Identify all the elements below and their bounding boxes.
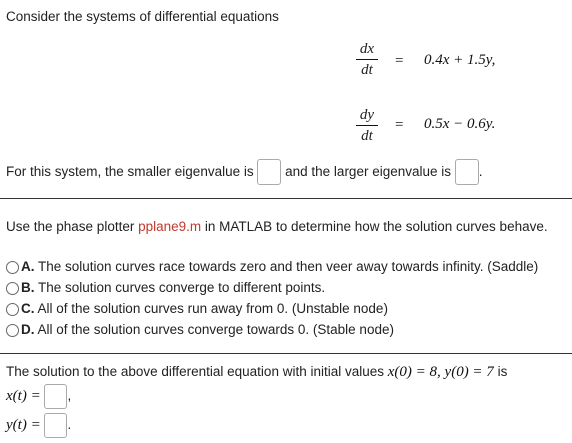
equals-sign: = (395, 53, 404, 69)
option-d-radio[interactable] (6, 324, 19, 337)
option-letter: B. (21, 280, 35, 295)
eigen-prefix: For this system, the smaller eigenvalue is (6, 164, 254, 179)
fraction-denominator: dt (361, 62, 373, 78)
solution-prefix: The solution to the above differential equation with initial values (6, 364, 384, 379)
phase-prefix: Use the phase plotter (6, 219, 135, 234)
eigen-middle: and the larger eigenvalue is (285, 164, 452, 179)
solution-suffix: is (497, 364, 508, 379)
fraction-bar (356, 59, 378, 60)
phase-suffix: in MATLAB to determine how the solution curves behave. (204, 219, 548, 234)
option-letter: C. (21, 301, 35, 316)
fraction-numerator: dy (359, 107, 375, 123)
option-b-label[interactable] (21, 280, 325, 295)
x-of-t-label: x(t) = (6, 388, 41, 404)
initial-conditions: x(0) = 8, y(0) = 7 (387, 364, 494, 380)
eq2-rhs: 0.5x − 0.6y. (424, 116, 496, 132)
eigenvalue-line (6, 158, 483, 186)
eigen-suffix: . (478, 164, 483, 179)
y-solution-input[interactable] (44, 413, 67, 438)
option-c-label[interactable] (21, 301, 388, 316)
section-divider (0, 353, 572, 354)
y-of-t-label: y(t) = (6, 417, 41, 433)
option-letter: A. (21, 259, 35, 274)
eq1-rhs: 0.4x + 1.5y, (424, 52, 496, 68)
option-a-radio[interactable] (6, 261, 19, 274)
fraction-denominator: dt (361, 128, 373, 144)
option-c-radio[interactable] (6, 303, 19, 316)
option-d-label[interactable] (21, 322, 394, 337)
option-b-radio[interactable] (6, 282, 19, 295)
equals-sign: = (395, 117, 404, 133)
larger-eigenvalue-input[interactable] (455, 159, 479, 185)
fraction-bar (356, 125, 378, 126)
x-solution-row (6, 383, 71, 409)
x-after: , (67, 388, 72, 403)
section-divider (0, 198, 572, 199)
solution-statement (6, 364, 507, 381)
y-after: . (67, 417, 72, 432)
option-letter: D. (21, 322, 35, 337)
x-solution-input[interactable] (44, 384, 67, 409)
option-text: The solution curves race towards zero and then veer away towards infinity. (Saddle) (38, 259, 539, 274)
option-text: All of the solution curves converge towards 0. (Stable node) (37, 322, 394, 337)
dx-dt-fraction (356, 40, 378, 79)
fraction-numerator: dx (359, 41, 375, 57)
intro-text: Consider the systems of differential equations (6, 9, 279, 24)
option-text: All of the solution curves run away from 0. (Unstable node) (37, 301, 388, 316)
option-a-label[interactable] (21, 259, 538, 274)
smaller-eigenvalue-input[interactable] (257, 159, 281, 185)
dy-dt-fraction (356, 106, 378, 145)
phase-instruction (6, 219, 548, 234)
y-solution-row (6, 412, 71, 438)
pplane-link[interactable]: pplane9.m (138, 219, 202, 234)
option-text: The solution curves converge to different points. (38, 280, 326, 295)
